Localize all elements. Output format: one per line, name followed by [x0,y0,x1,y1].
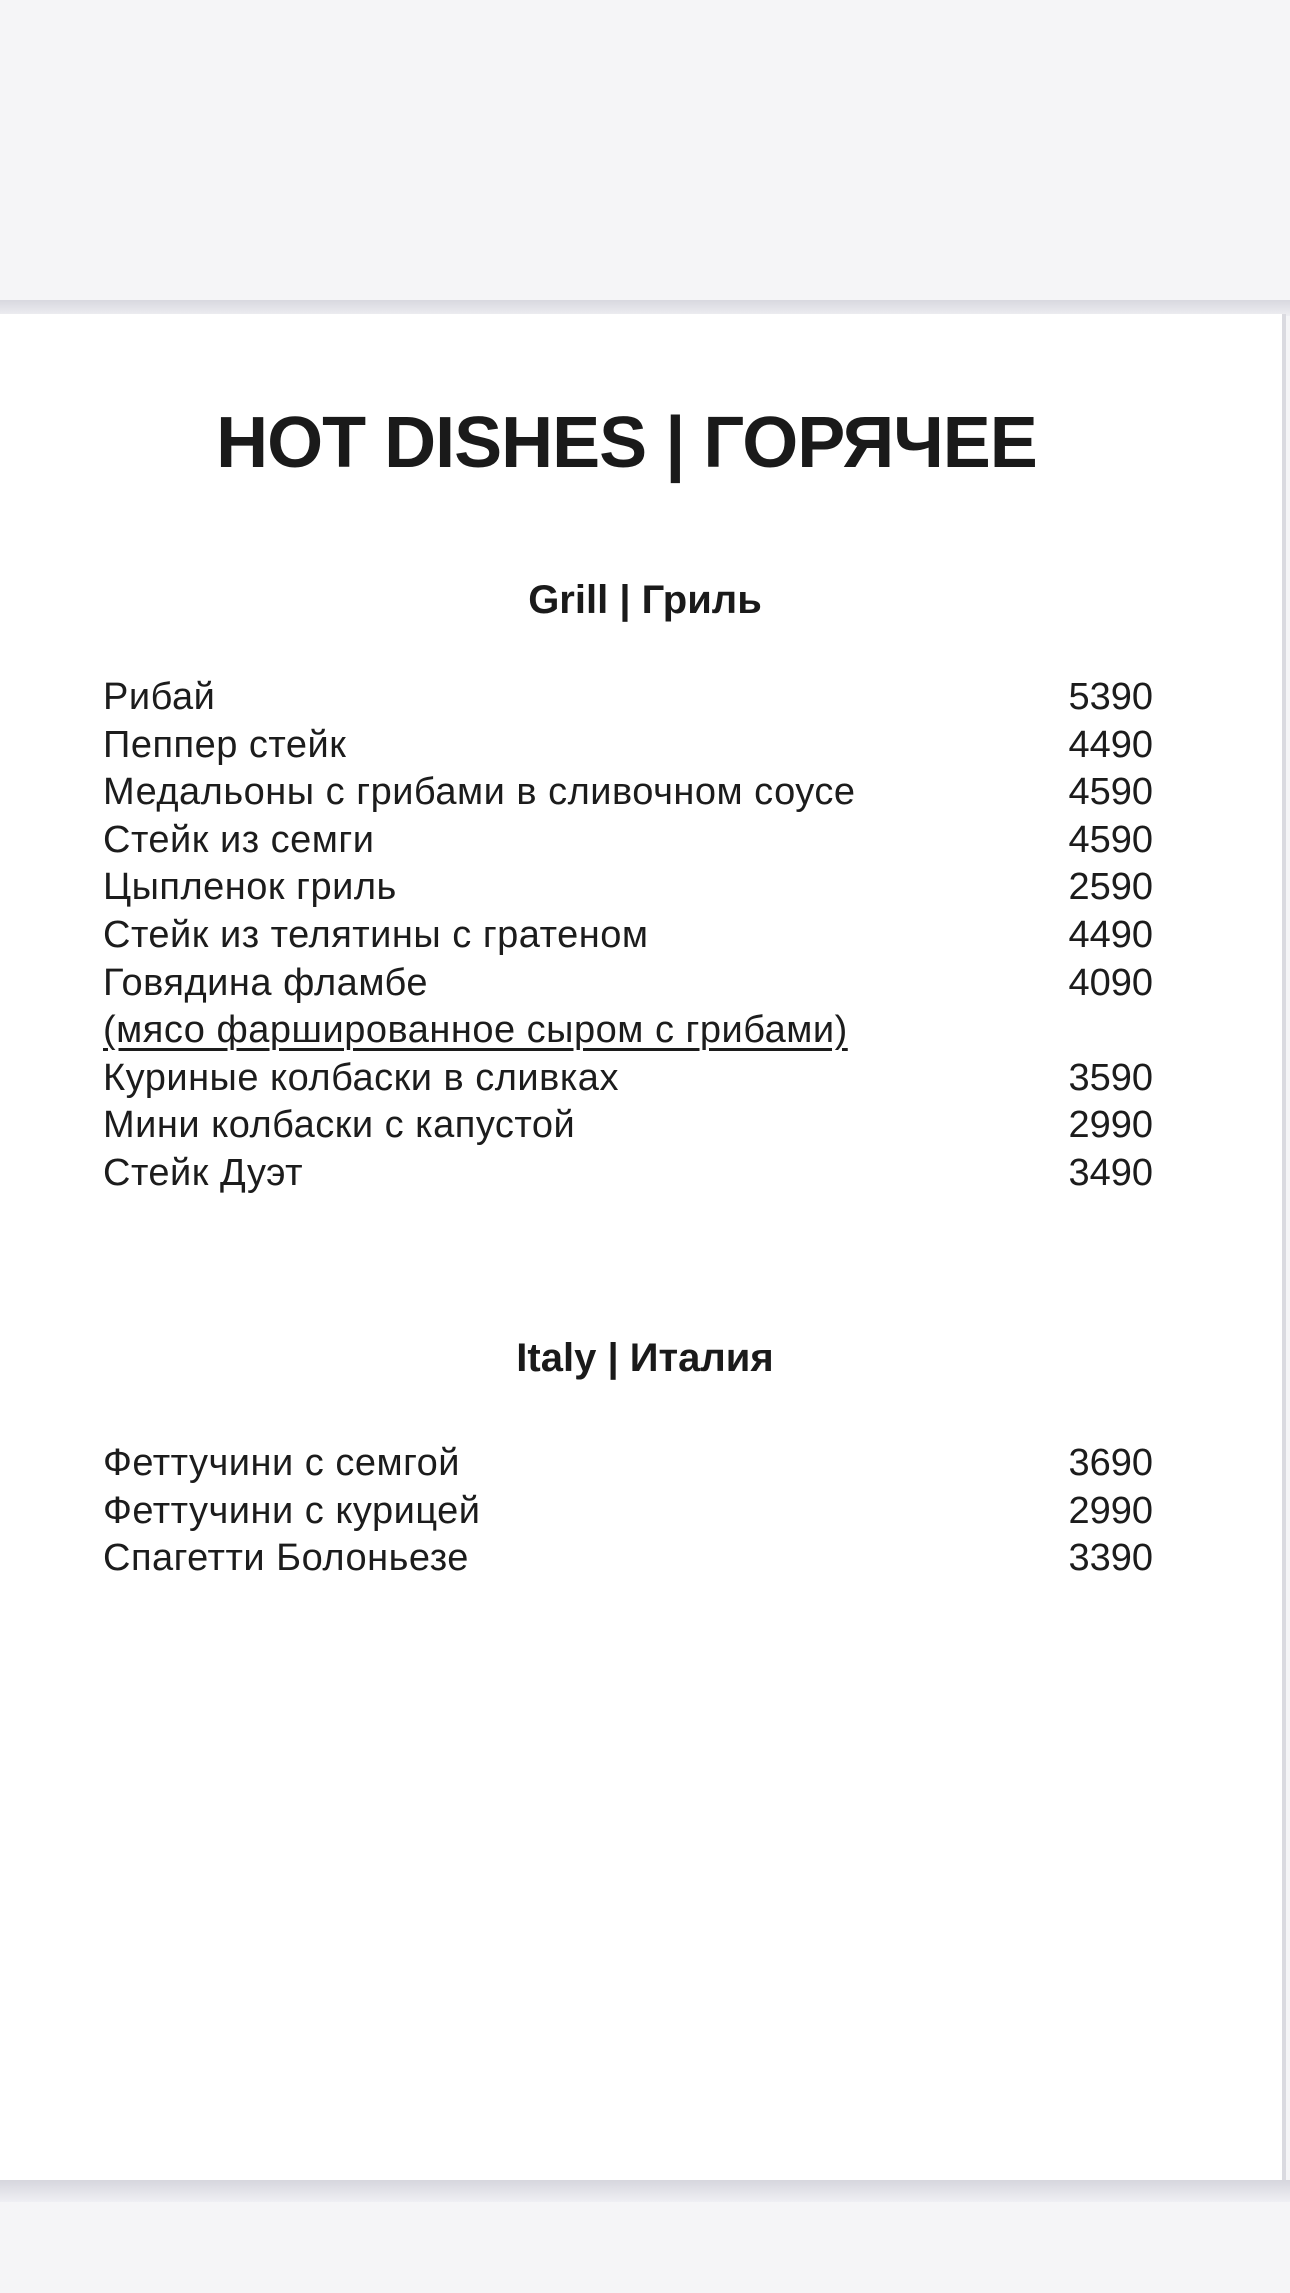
menu-item-name: Феттучини с курицей [103,1489,481,1532]
menu-item [103,817,1153,865]
menu-item-name: Стейк Дуэт [103,1151,304,1194]
menu-item-price: 4590 [1068,818,1153,861]
grill-menu-list [103,674,1153,1198]
menu-item-name: Цыпленок гриль [103,866,397,909]
menu-item [103,912,1153,960]
menu-item-name: Говядина фламбе [103,961,428,1004]
menu-item-name: Пеппер стейк [103,723,347,766]
menu-item-note: (мясо фаршированное сыром с грибами) [103,1009,848,1052]
menu-item-price: 4590 [1068,771,1153,814]
menu-item-name: Феттучини с семгой [103,1442,460,1484]
menu-item [103,1150,1153,1198]
menu-item [103,864,1153,912]
menu-item-price: 4490 [1068,913,1153,956]
menu-item-price: 4490 [1068,723,1153,766]
section-title-grill: Grill | Гриль [528,578,762,622]
menu-item [103,769,1153,817]
menu-item-name: Рибай [103,676,216,718]
menu-item-price: 3590 [1068,1056,1153,1099]
section-title-italy: Italy | Италия [516,1336,774,1380]
menu-item-note-row [103,1007,1153,1055]
menu-item [103,1055,1153,1103]
menu-item-price: 2990 [1068,1104,1153,1147]
menu-item-name: Медальоны с грибами в сливочном соусе [103,771,856,814]
italy-menu-list [103,1440,1153,1583]
menu-item-name: Куриные колбаски в сливках [103,1056,619,1099]
menu-item-price: 3690 [1068,1442,1153,1484]
menu-item [103,960,1153,1008]
menu-item [103,1488,1153,1536]
page-bottom-edge [0,2180,1290,2202]
menu-item-price: 3390 [1068,1537,1153,1580]
menu-item-price: 4090 [1068,961,1153,1004]
menu-item-price: 5390 [1068,676,1153,718]
menu-item [103,722,1153,770]
menu-item-name: Стейк из телятины с гратеном [103,913,649,956]
menu-item-price: 2990 [1068,1489,1153,1532]
page-title: HOT DISHES | ГОРЯЧЕЕ [216,403,1037,483]
menu-item-price: 3490 [1068,1151,1153,1194]
menu-page[interactable] [0,314,1286,2180]
menu-item-name: Спагетти Болоньезе [103,1537,469,1580]
menu-item-name: Мини колбаски с капустой [103,1104,576,1147]
menu-item [103,1102,1153,1150]
menu-item-name: Стейк из семги [103,818,375,861]
menu-item [103,674,1153,722]
menu-item [103,1535,1153,1583]
menu-item [103,1440,1153,1488]
menu-item-price: 2590 [1068,866,1153,909]
